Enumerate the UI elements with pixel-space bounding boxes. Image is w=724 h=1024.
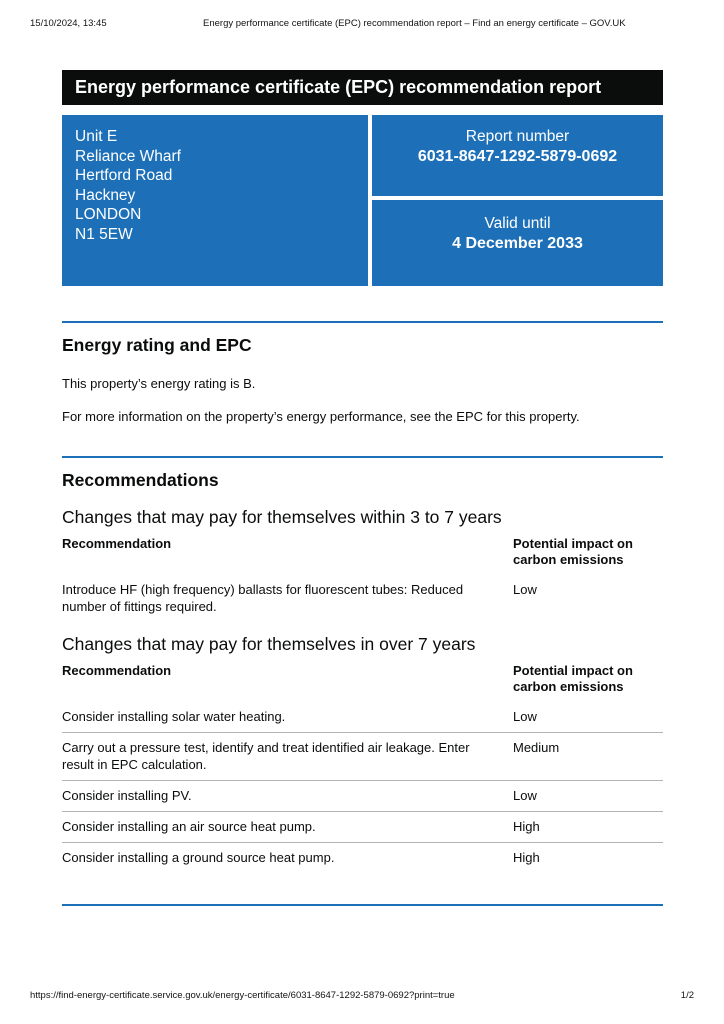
address-line: Hertford Road: [75, 167, 173, 184]
recommendation-cell: Carry out a pressure test, identify and treat identified air leakage. Enter result in EPC calculation.: [62, 740, 470, 772]
recommendation-cell: Consider installing solar water heating.: [62, 709, 286, 724]
address-line: Hackney: [75, 186, 136, 204]
print-document-title: Energy performance certificate (EPC) recommendation report – Find an energy certificate – GOV.UK: [203, 18, 626, 29]
section-divider: [62, 321, 663, 323]
print-url: https://find-energy-certificate.service.gov.uk/energy-certificate/6031-8647-1292-5879-0692?print=true: [30, 990, 455, 1001]
table-row: [62, 811, 663, 842]
table-header-row: [62, 536, 663, 575]
energy-rating-heading: Energy rating and EPC: [62, 335, 252, 355]
table-row: [62, 702, 663, 732]
address-line: Unit E: [75, 128, 118, 145]
address-line: Reliance Wharf: [75, 147, 181, 165]
report-number-label: Report number: [465, 128, 570, 145]
recommendation-column-header: Recommendation: [62, 663, 172, 678]
print-footer: [30, 990, 694, 1001]
summary-right-column: [372, 115, 663, 286]
impact-cell: Low: [513, 709, 537, 724]
epc-info-text: For more information on the property’s energy performance, see the EPC for this property.: [62, 409, 580, 424]
section-divider: [62, 904, 663, 906]
table-row: [62, 780, 663, 811]
recommendation-cell: Introduce HF (high frequency) ballasts for fluorescent tubes: Reduced number of fittings required.: [62, 582, 464, 614]
report-number-value: 6031-8647-1292-5879-0692: [417, 147, 618, 165]
page-indicator: 1/2: [680, 990, 694, 1001]
recommendations-section: [62, 471, 663, 873]
table-row: [62, 842, 663, 873]
impact-cell: High: [513, 819, 540, 834]
section-divider: [62, 456, 663, 458]
valid-until-box: [372, 200, 663, 286]
recommendation-table: [62, 663, 663, 873]
impact-cell: Medium: [513, 740, 560, 755]
impact-cell: Low: [513, 788, 537, 803]
recommendation-table: [62, 536, 663, 622]
address-line: LONDON: [75, 206, 142, 223]
impact-column-header: Potential impact on carbon emissions: [513, 663, 633, 694]
impact-column-header: Potential impact on carbon emissions: [513, 536, 633, 567]
recommendation-groups: [62, 507, 663, 873]
summary-panel: [62, 115, 663, 286]
address-line: N1 5EW: [75, 225, 133, 243]
group-subheading: Changes that may pay for themselves in over 7 years: [62, 634, 476, 654]
group-subheading: Changes that may pay for themselves within 3 to 7 years: [62, 507, 502, 527]
recommendation-group: [62, 507, 663, 622]
report-content: [62, 70, 663, 906]
table-row: [62, 732, 663, 780]
recommendation-group: [62, 634, 663, 873]
energy-rating-section: [62, 336, 663, 425]
table-row: [62, 575, 663, 622]
recommendation-cell: Consider installing an air source heat pump.: [62, 819, 316, 834]
recommendation-column-header: Recommendation: [62, 536, 172, 551]
valid-until-value: 4 December 2033: [452, 234, 583, 252]
table-header-row: [62, 663, 663, 702]
report-title: Energy performance certificate (EPC) recommendation report: [75, 77, 602, 97]
recommendations-heading: Recommendations: [62, 470, 219, 490]
recommendation-cell: Consider installing PV.: [62, 788, 192, 803]
report-title-banner: [62, 70, 663, 105]
print-datetime: 15/10/2024, 13:45: [30, 18, 107, 29]
report-number-box: [372, 115, 663, 196]
impact-cell: High: [513, 850, 540, 865]
recommendation-cell: Consider installing a ground source heat pump.: [62, 850, 335, 865]
valid-until-label: Valid until: [484, 215, 551, 232]
property-address: [62, 115, 368, 286]
energy-rating-text: This property’s energy rating is B.: [62, 376, 256, 391]
impact-cell: Low: [513, 582, 537, 597]
